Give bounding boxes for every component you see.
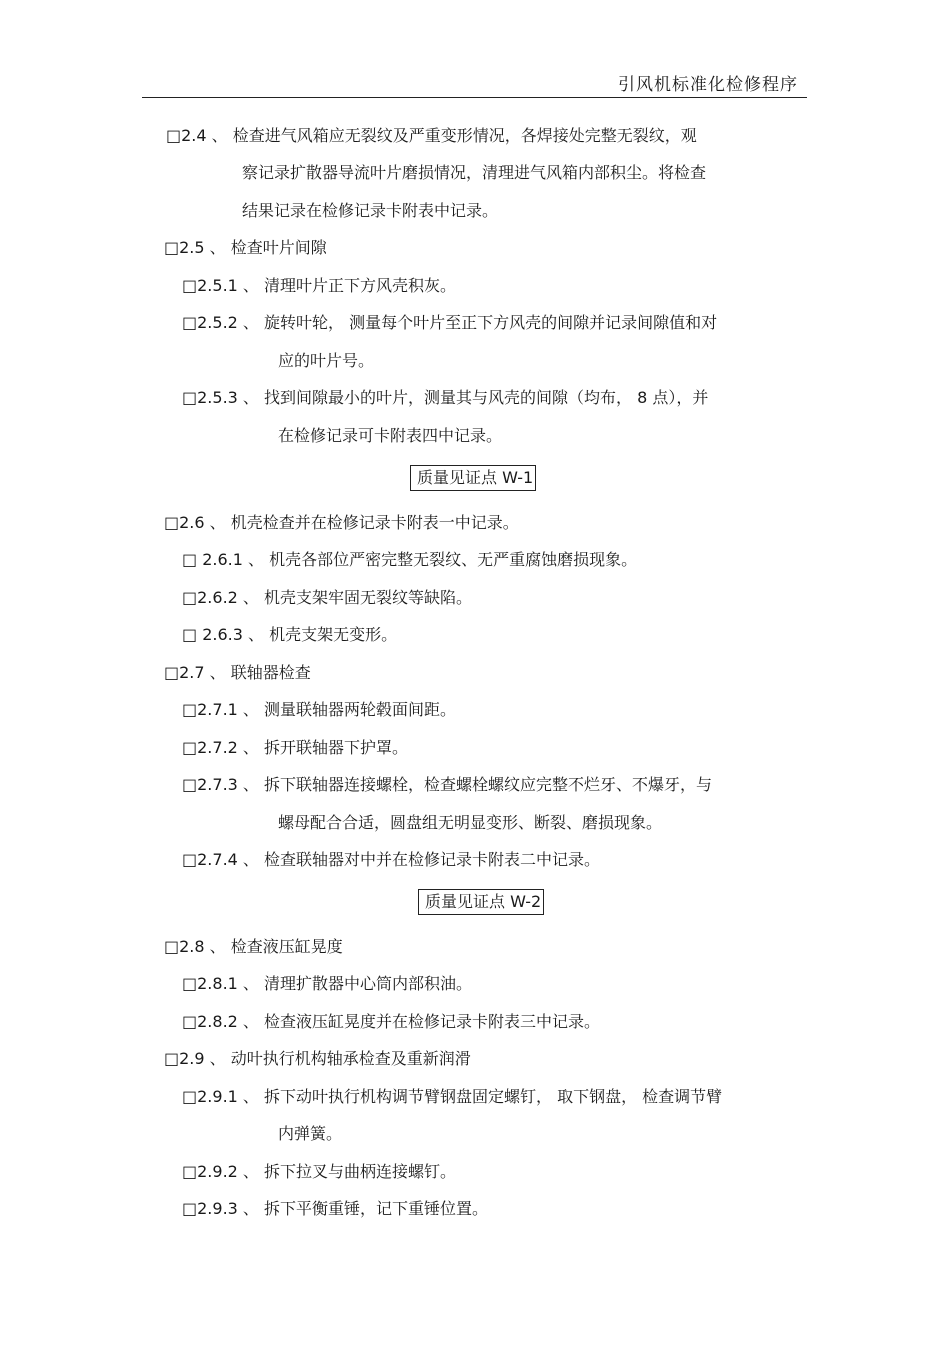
item-2-7-3: □2.7.3 、 拆下联轴器连接螺栓，检查螺栓螺纹应完整不烂牙、不爆牙，与 [182, 775, 713, 794]
item-2-8: □2.8 、 检查液压缸晃度 [164, 937, 343, 956]
item-2-6-3: □ 2.6.3 、 机壳支架无变形。 [182, 625, 398, 644]
item-2-7-3-cont: 螺母配合合适，圆盘组无明显变形、断裂、磨损现象。 [278, 813, 663, 832]
item-2-9-1: □2.9.1 、 拆下动叶执行机构调节臂钢盘固定螺钉， 取下钢盘， 检查调节臂 [182, 1087, 723, 1106]
item-2-5-1: □2.5.1 、 清理叶片正下方风壳积灰。 [182, 276, 457, 295]
item-2-9-1-cont: 内弹簧。 [278, 1124, 343, 1143]
item-2-5-3-cont: 在检修记录可卡附表四中记录。 [278, 426, 503, 445]
witness-point-w1: 质量见证点 W-1 [410, 465, 536, 491]
item-2-9-3: □2.9.3 、 拆下平衡重锤，记下重锤位置。 [182, 1199, 489, 1218]
item-2-8-2: □2.8.2 、 检查液压缸晃度并在检修记录卡附表三中记录。 [182, 1012, 601, 1031]
item-2-6-2: □2.6.2 、 机壳支架牢固无裂纹等缺陷。 [182, 588, 473, 607]
item-2-8-1: □2.8.1 、 清理扩散器中心筒内部积油。 [182, 974, 473, 993]
item-2-6: □2.6 、 机壳检查并在检修记录卡附表一中记录。 [164, 513, 519, 532]
header-divider [142, 97, 807, 98]
item-2-5-2: □2.5.2 、 旋转叶轮， 测量每个叶片至正下方风壳的间隙并记录间隙值和对 [182, 313, 718, 332]
item-2-7-1: □2.7.1 、 测量联轴器两轮毂面间距。 [182, 700, 457, 719]
item-2-4: □2.4 、 检查进气风箱应无裂纹及严重变形情况，各焊接处完整无裂纹，观 [166, 126, 697, 145]
item-2-7-2: □2.7.2 、 拆开联轴器下护罩。 [182, 738, 409, 757]
item-2-7-4: □2.7.4 、 检查联轴器对中并在检修记录卡附表二中记录。 [182, 850, 601, 869]
witness-point-w2: 质量见证点 W-2 [418, 889, 544, 915]
document-title: 引风机标准化检修程序 [618, 75, 798, 95]
item-2-7: □2.7 、 联轴器检查 [164, 663, 311, 682]
item-2-5-3: □2.5.3 、 找到间隙最小的叶片，测量其与风壳的间隙（均布， 8 点），并 [182, 388, 709, 407]
item-2-9-2: □2.9.2 、 拆下拉叉与曲柄连接螺钉。 [182, 1162, 457, 1181]
item-2-6-1: □ 2.6.1 、 机壳各部位严密完整无裂纹、无严重腐蚀磨损现象。 [182, 550, 638, 569]
item-2-5-2-cont: 应的叶片号。 [278, 351, 375, 370]
item-2-4-cont-1: 察记录扩散器导流叶片磨损情况，清理进气风箱内部积尘。将检查 [242, 163, 707, 182]
item-2-4-cont-2: 结果记录在检修记录卡附表中记录。 [242, 201, 499, 220]
item-2-5: □2.5 、 检查叶片间隙 [164, 238, 327, 257]
item-2-9: □2.9 、 动叶执行机构轴承检查及重新润滑 [164, 1049, 471, 1068]
